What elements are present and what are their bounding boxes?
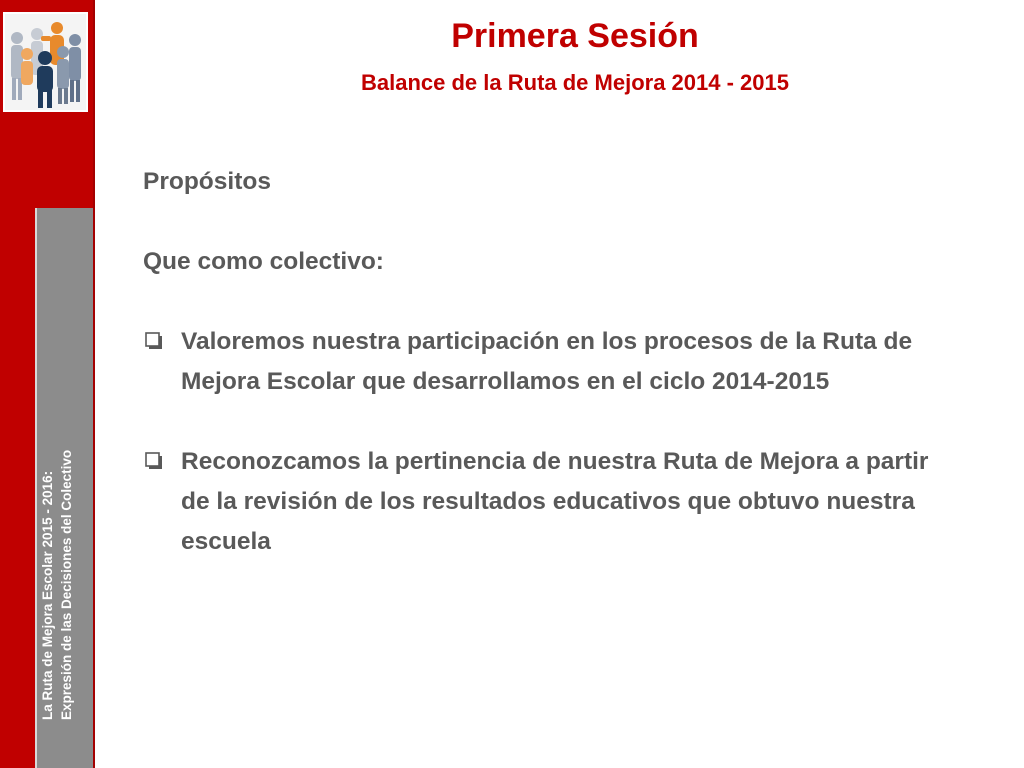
content-heading: Propósitos <box>143 168 271 195</box>
sidebar-divider <box>93 0 95 768</box>
list-item-text: Valoremos nuestra participación en los procesos de la Ruta de Mejora Escolar que desarrollamos en el ciclo 2014-2015 <box>181 328 913 395</box>
spacer <box>143 402 963 442</box>
page-title: Primera Sesión <box>451 17 699 55</box>
people-group-icon <box>3 12 88 112</box>
sidebar-caption-line1: La Ruta de Mejora Escolar 2015 - 2016: <box>40 470 55 720</box>
checkbox-square-icon <box>145 452 163 470</box>
content-intro: Que como colectivo: <box>143 248 384 275</box>
spacer <box>143 202 963 242</box>
content-body <box>143 162 963 562</box>
sidebar-caption <box>38 220 76 720</box>
page-subtitle: Balance de la Ruta de Mejora 2014 - 2015 <box>361 70 789 95</box>
list-item <box>143 442 963 562</box>
checkbox-square-icon <box>145 332 163 350</box>
list-item <box>143 322 963 402</box>
sidebar-caption-line2: Expresión de las Decisiones del Colectivo <box>59 449 74 720</box>
spacer <box>143 282 963 322</box>
list-item-text: Reconozcamos la pertinencia de nuestra Ruta de Mejora a partir de la revisión de los resultados educativos que obtuvo nuestra escuela <box>181 448 929 555</box>
